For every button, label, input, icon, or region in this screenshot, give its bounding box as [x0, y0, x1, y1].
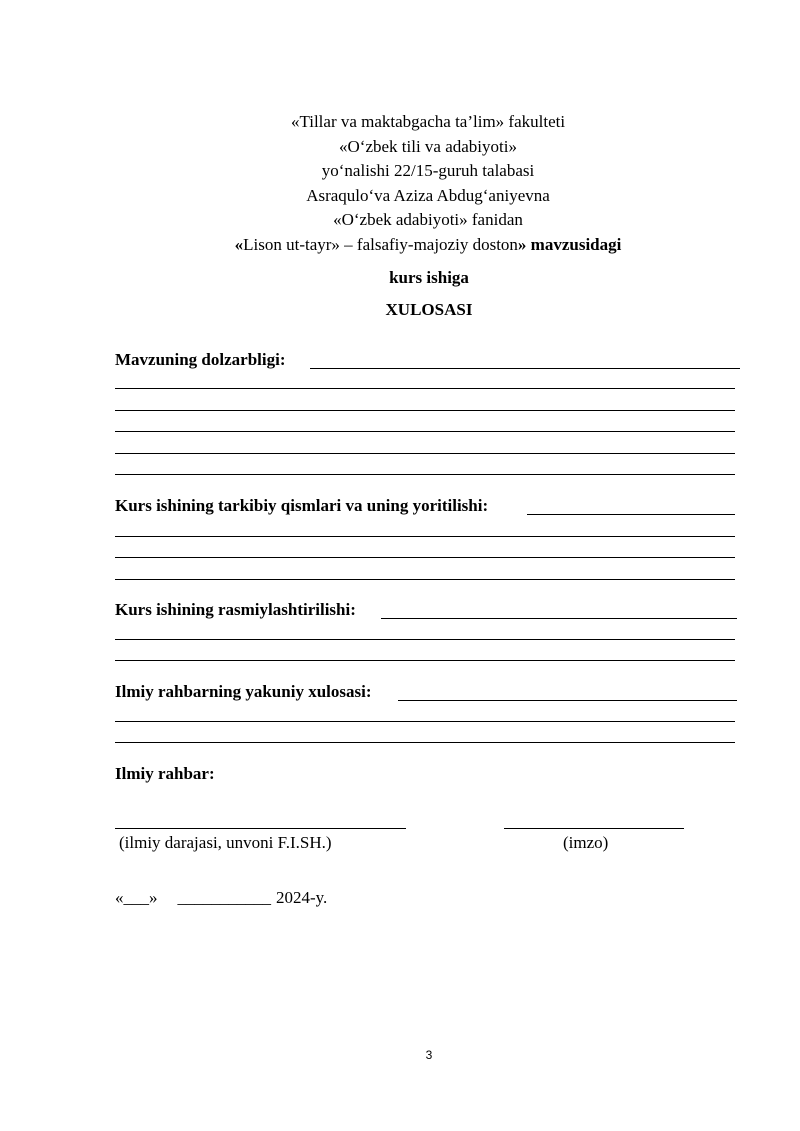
relevance-field-line[interactable]	[310, 368, 740, 369]
date-month-blank[interactable]: ___________	[177, 888, 271, 907]
date-year: 2024-y.	[276, 888, 328, 907]
supervisor-conclusion-field-line[interactable]	[398, 700, 737, 701]
relevance-field-line[interactable]	[115, 388, 735, 389]
supervisor-conclusion-field-line[interactable]	[115, 742, 735, 743]
degree-caption: (ilmiy darajasi, unvoni F.I.SH.)	[119, 833, 332, 852]
structure-field-line[interactable]	[527, 514, 735, 515]
program-line: «O‘zbek tili va adabiyoti»	[339, 137, 517, 156]
topic-close-quote: »	[517, 235, 527, 254]
page-number: 3	[425, 1048, 433, 1062]
signature-caption: (imzo)	[563, 833, 609, 852]
supervisor-conclusion-label: Ilmiy rahbarning yakuniy xulosasi:	[115, 682, 372, 701]
topic-open-quote: «	[234, 235, 244, 254]
relevance-field-line[interactable]	[115, 410, 735, 411]
signature-field-line[interactable]	[504, 828, 684, 829]
formatting-label: Kurs ishining rasmiylashtirilishi:	[115, 600, 356, 619]
supervisor-name-field-line[interactable]	[115, 828, 406, 829]
structure-field-line[interactable]	[115, 579, 735, 580]
date-day-open-quote: «	[115, 888, 124, 907]
topic-line	[28, 235, 800, 255]
faculty-line: «Tillar va maktabgacha ta’lim» fakulteti	[290, 112, 566, 131]
structure-label: Kurs ishining tarkibiy qismlari va uning yoritilishi:	[115, 496, 489, 515]
formatting-field-line[interactable]	[115, 639, 735, 640]
formatting-field-line[interactable]	[115, 660, 735, 661]
date-day-close-quote: »	[149, 888, 158, 907]
student-name-line: Asraqulo‘va Aziza Abdug‘aniyevna	[306, 186, 550, 205]
relevance-field-line[interactable]	[115, 474, 735, 475]
course-work-line: kurs ishiga	[389, 268, 469, 287]
topic-text: Lison ut-tayr» – falsafiy-majoziy doston	[243, 235, 518, 254]
structure-field-line[interactable]	[115, 557, 735, 558]
date-day-blank[interactable]: ___	[123, 888, 149, 907]
page-title: XULOSASI	[385, 300, 473, 319]
structure-field-line[interactable]	[115, 536, 735, 537]
supervisor-label: Ilmiy rahbar:	[115, 764, 215, 783]
subject-line: «O‘zbek adabiyoti» fanidan	[333, 210, 523, 229]
topic-suffix: mavzusidagi	[526, 235, 622, 254]
supervisor-conclusion-field-line[interactable]	[115, 721, 735, 722]
date-line	[115, 888, 327, 908]
relevance-label: Mavzuning dolzarbligi:	[115, 350, 286, 369]
group-line: yo‘nalishi 22/15-guruh talabasi	[321, 161, 535, 180]
relevance-field-line[interactable]	[115, 431, 735, 432]
relevance-field-line[interactable]	[115, 453, 735, 454]
formatting-field-line[interactable]	[381, 618, 737, 619]
